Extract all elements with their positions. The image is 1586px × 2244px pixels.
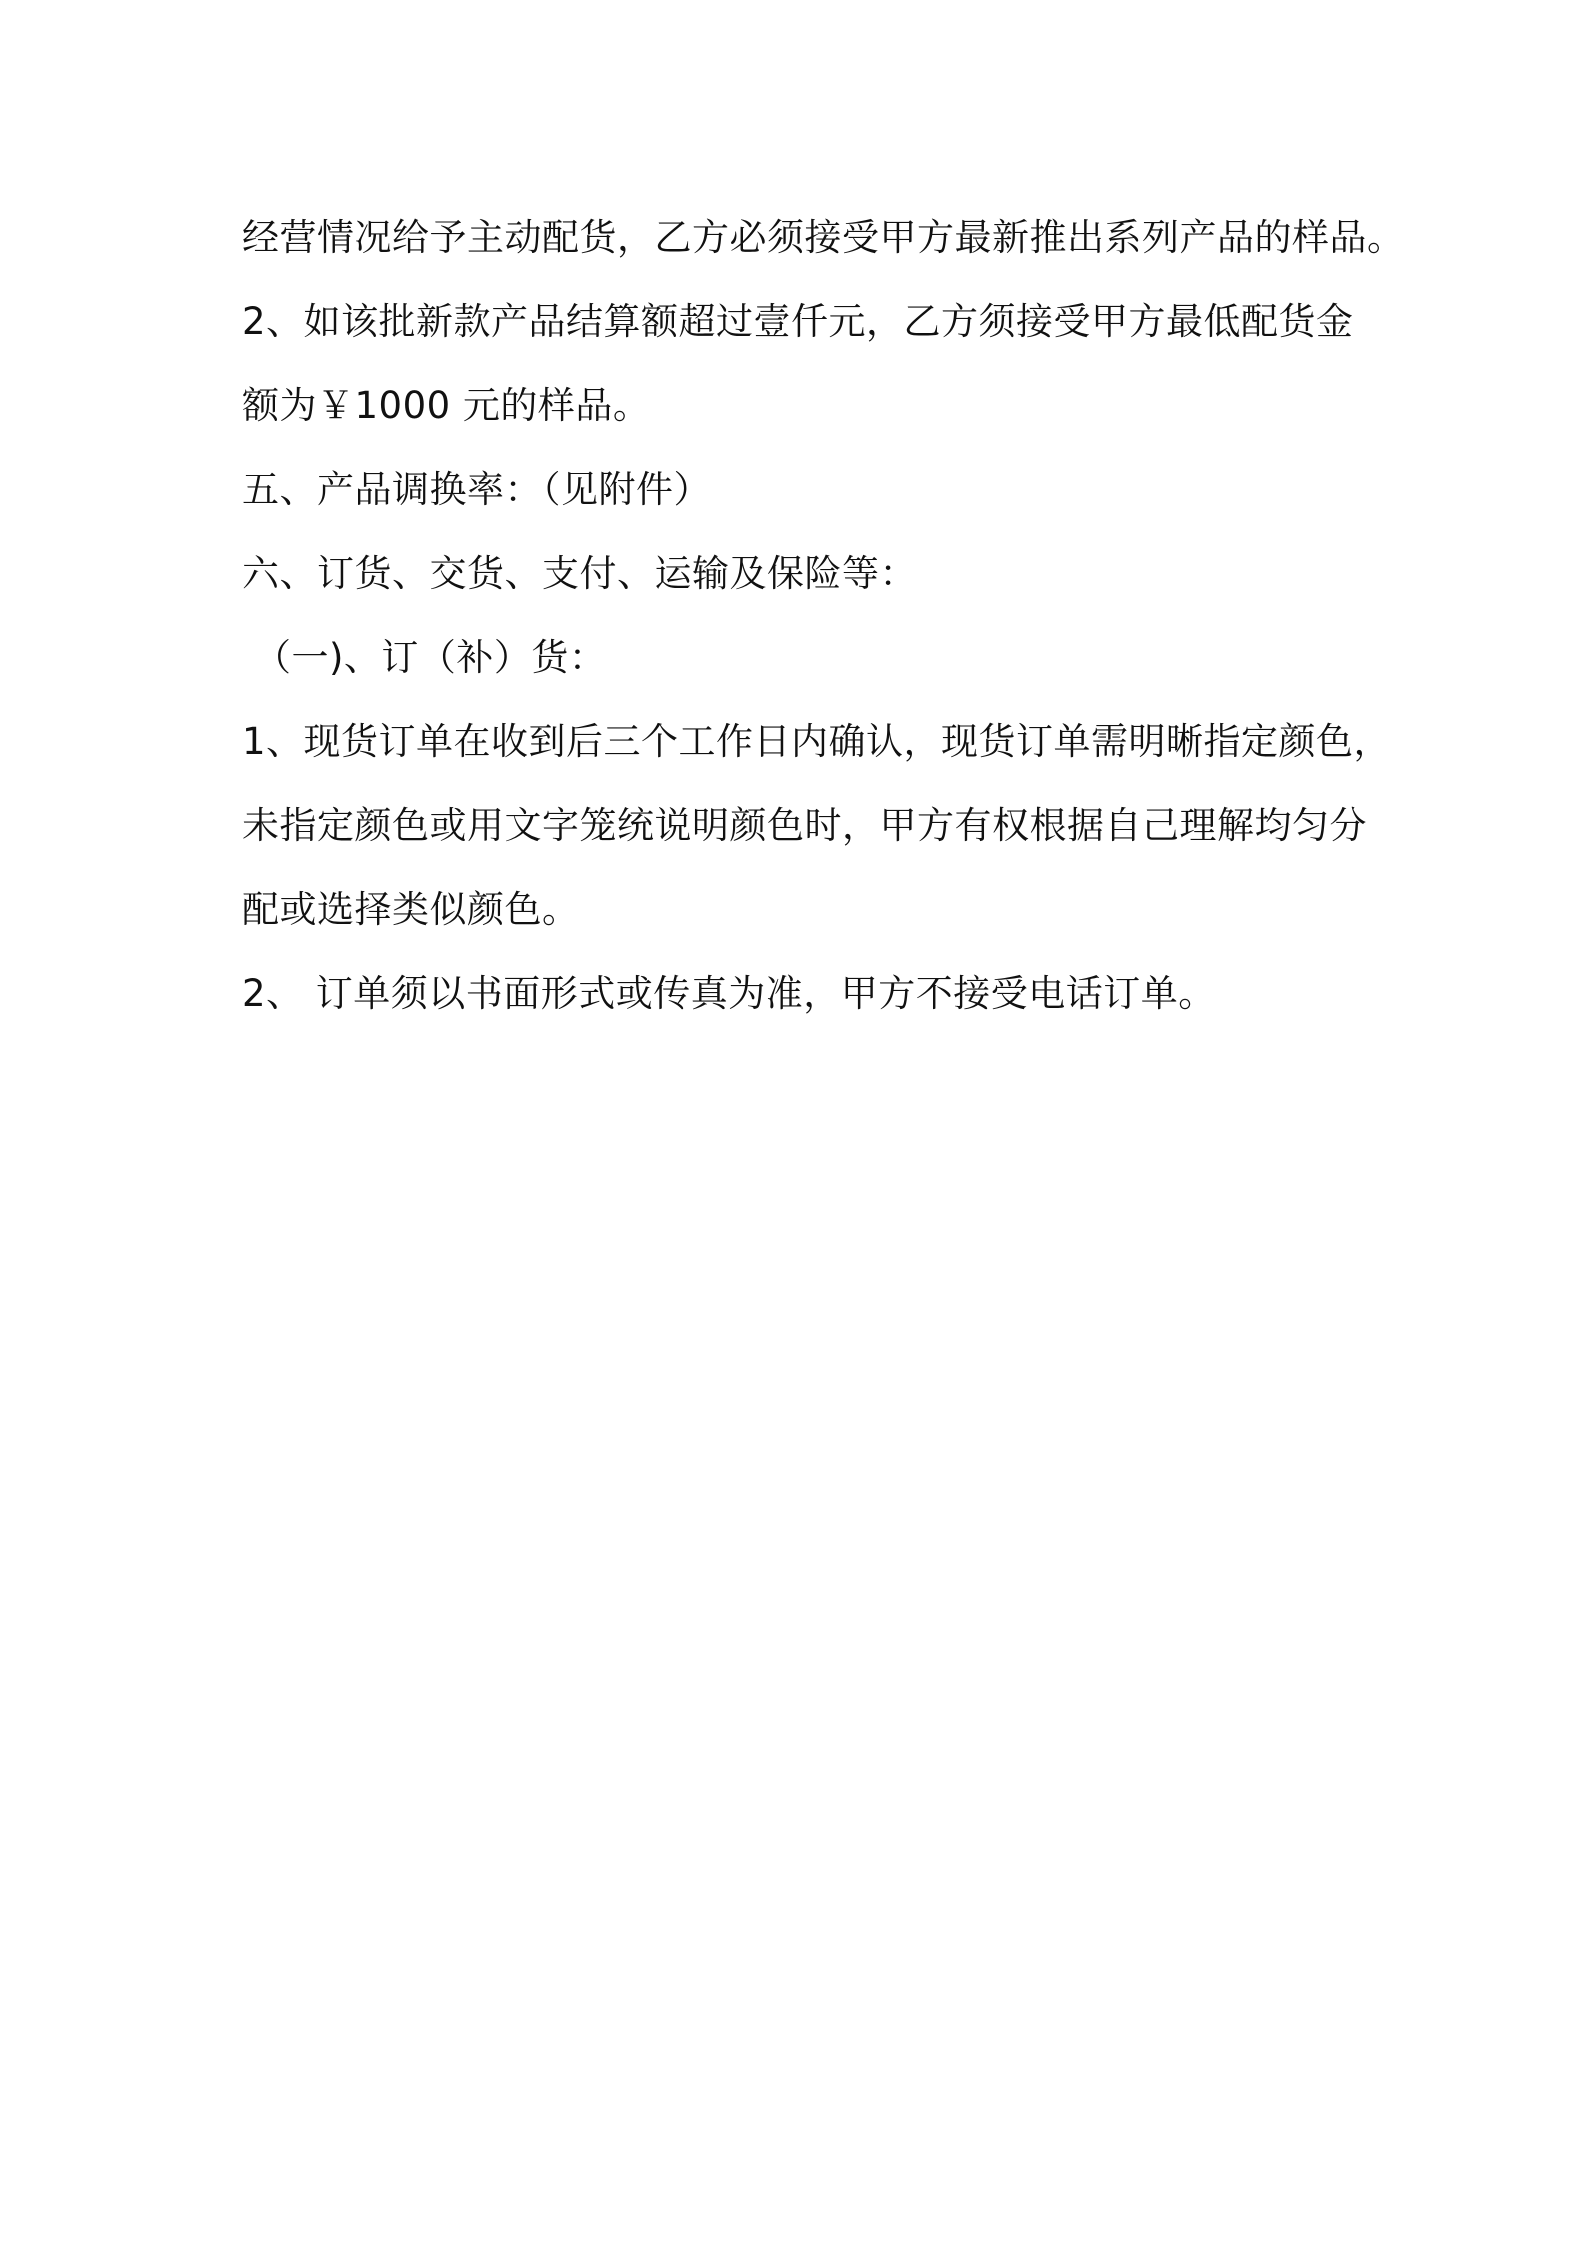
paragraph-line: 1、现货订单在收到后三个工作日内确认，现货订单需明晰指定颜色， [242,720,1392,763]
paragraph-line: 经营情况给予主动配货，乙方必须接受甲方最新推出系列产品的样品。 [242,216,1405,259]
paragraph-line: 2、 订单须以书面形式或传真为准，甲方不接受电话订单。 [242,972,1216,1015]
paragraph-line: 2、如该批新款产品结算额超过壹仟元，乙方须接受甲方最低配货金 [242,300,1354,343]
section-heading-six: 六、订货、交货、支付、运输及保险等： [242,552,917,595]
paragraph-line: 额为￥1000 元的样品。 [242,384,651,427]
document-body [242,196,1405,1036]
section-heading-five: 五、产品调换率：（见附件） [242,468,711,511]
subsection-heading: （一)、订（补）货： [254,636,607,679]
paragraph-line: 未指定颜色或用文字笼统说明颜色时，甲方有权根据自己理解均匀分 [242,804,1367,847]
paragraph-line: 配或选择类似颜色。 [242,888,580,931]
